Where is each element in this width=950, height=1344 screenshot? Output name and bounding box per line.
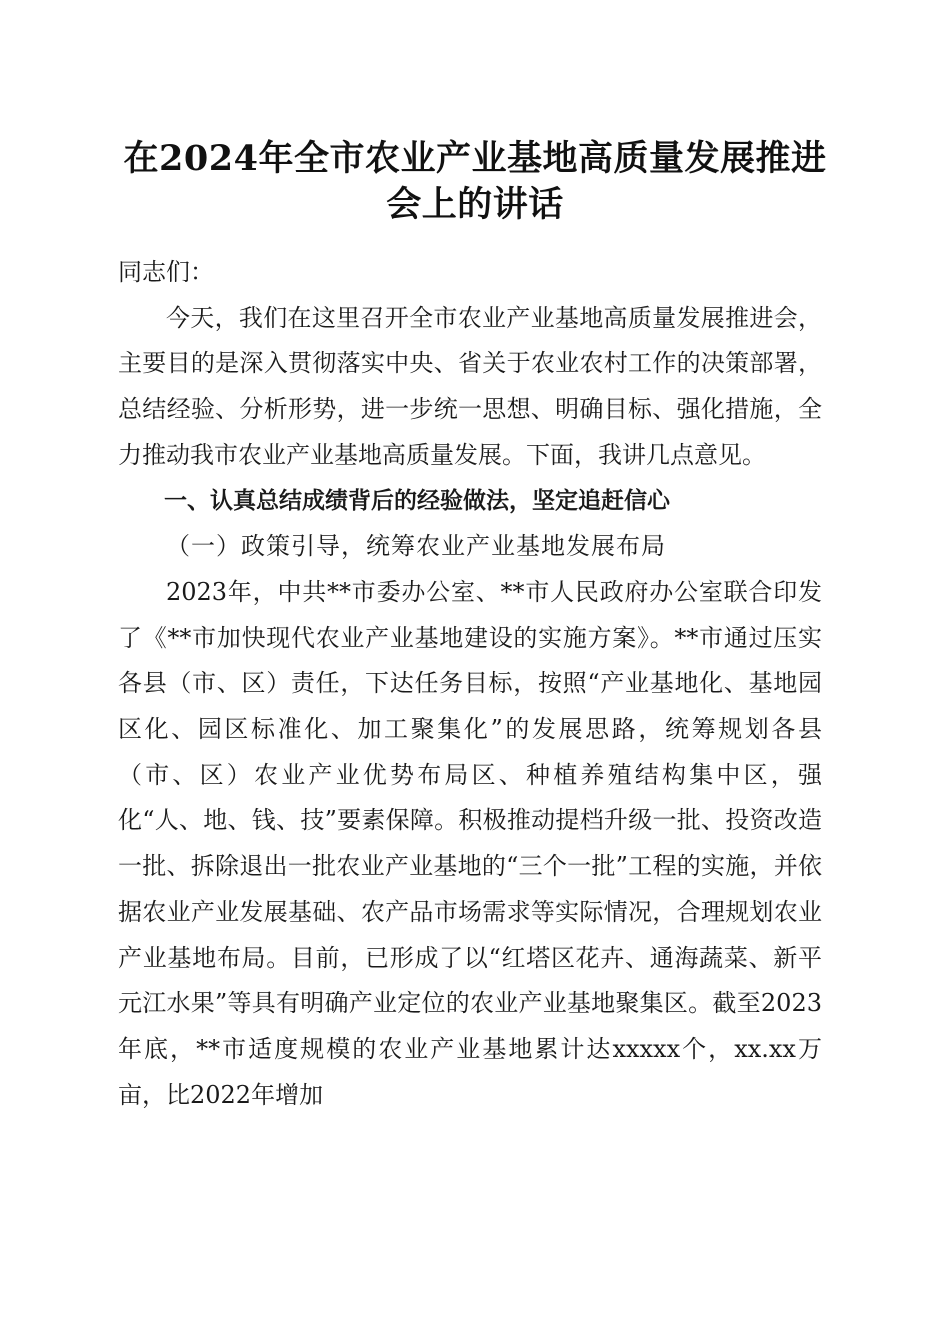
section-heading: 一、认真总结成绩背后的经验做法，坚定追赶信心 (164, 487, 670, 514)
salutation: 同志们： (118, 258, 214, 286)
intro-paragraph: 今天，我们在这里召开全市农业产业基地高质量发展推进会，主要目的是深入贯彻落实中央、省关于农业农村工作的决策部署，总结经验、分析形势，进一步统一思想、明确目标、强化措施，全力推动我市农业产业基地高质量发展。下面，我讲几点意见。 (118, 303, 822, 469)
document-title: 在2024年全市农业产业基地高质量发展推进会上的讲话 (123, 138, 827, 225)
document-body (118, 250, 822, 1118)
body-paragraph: 2023年，中共**市委办公室、**市人民政府办公室联合印发了《**市加快现代农业产业基地建设的实施方案》。**市通过压实各县（市、区）责任，下达任务目标，按照“产业基地化、基地园区化、园区标准化、加工聚集化”的发展思路，统筹规划各县（市、区）农业产业优势布局区、种植养殖结构集中区，强化“人、地、钱、技”要素保障。积极推动提档升级一批、投资改造一批、拆除退出一批农业产业基地的“三个一批”工程的实施，并依据农业产业发展基础、农产品市场需求等实际情况，合理规划农业产业基地布局。目前，已形成了以“红塔区花卉、通海蔬菜、新平元江水果”等具有明确产业定位的农业产业基地聚集区。截至2023年底，**市适度规模的农业产业基地累计达xxxxx个，xx.xx万亩，比2022年增加 (118, 577, 822, 1109)
subsection-heading: （一）政策引导，统筹农业产业基地发展布局 (166, 532, 666, 561)
